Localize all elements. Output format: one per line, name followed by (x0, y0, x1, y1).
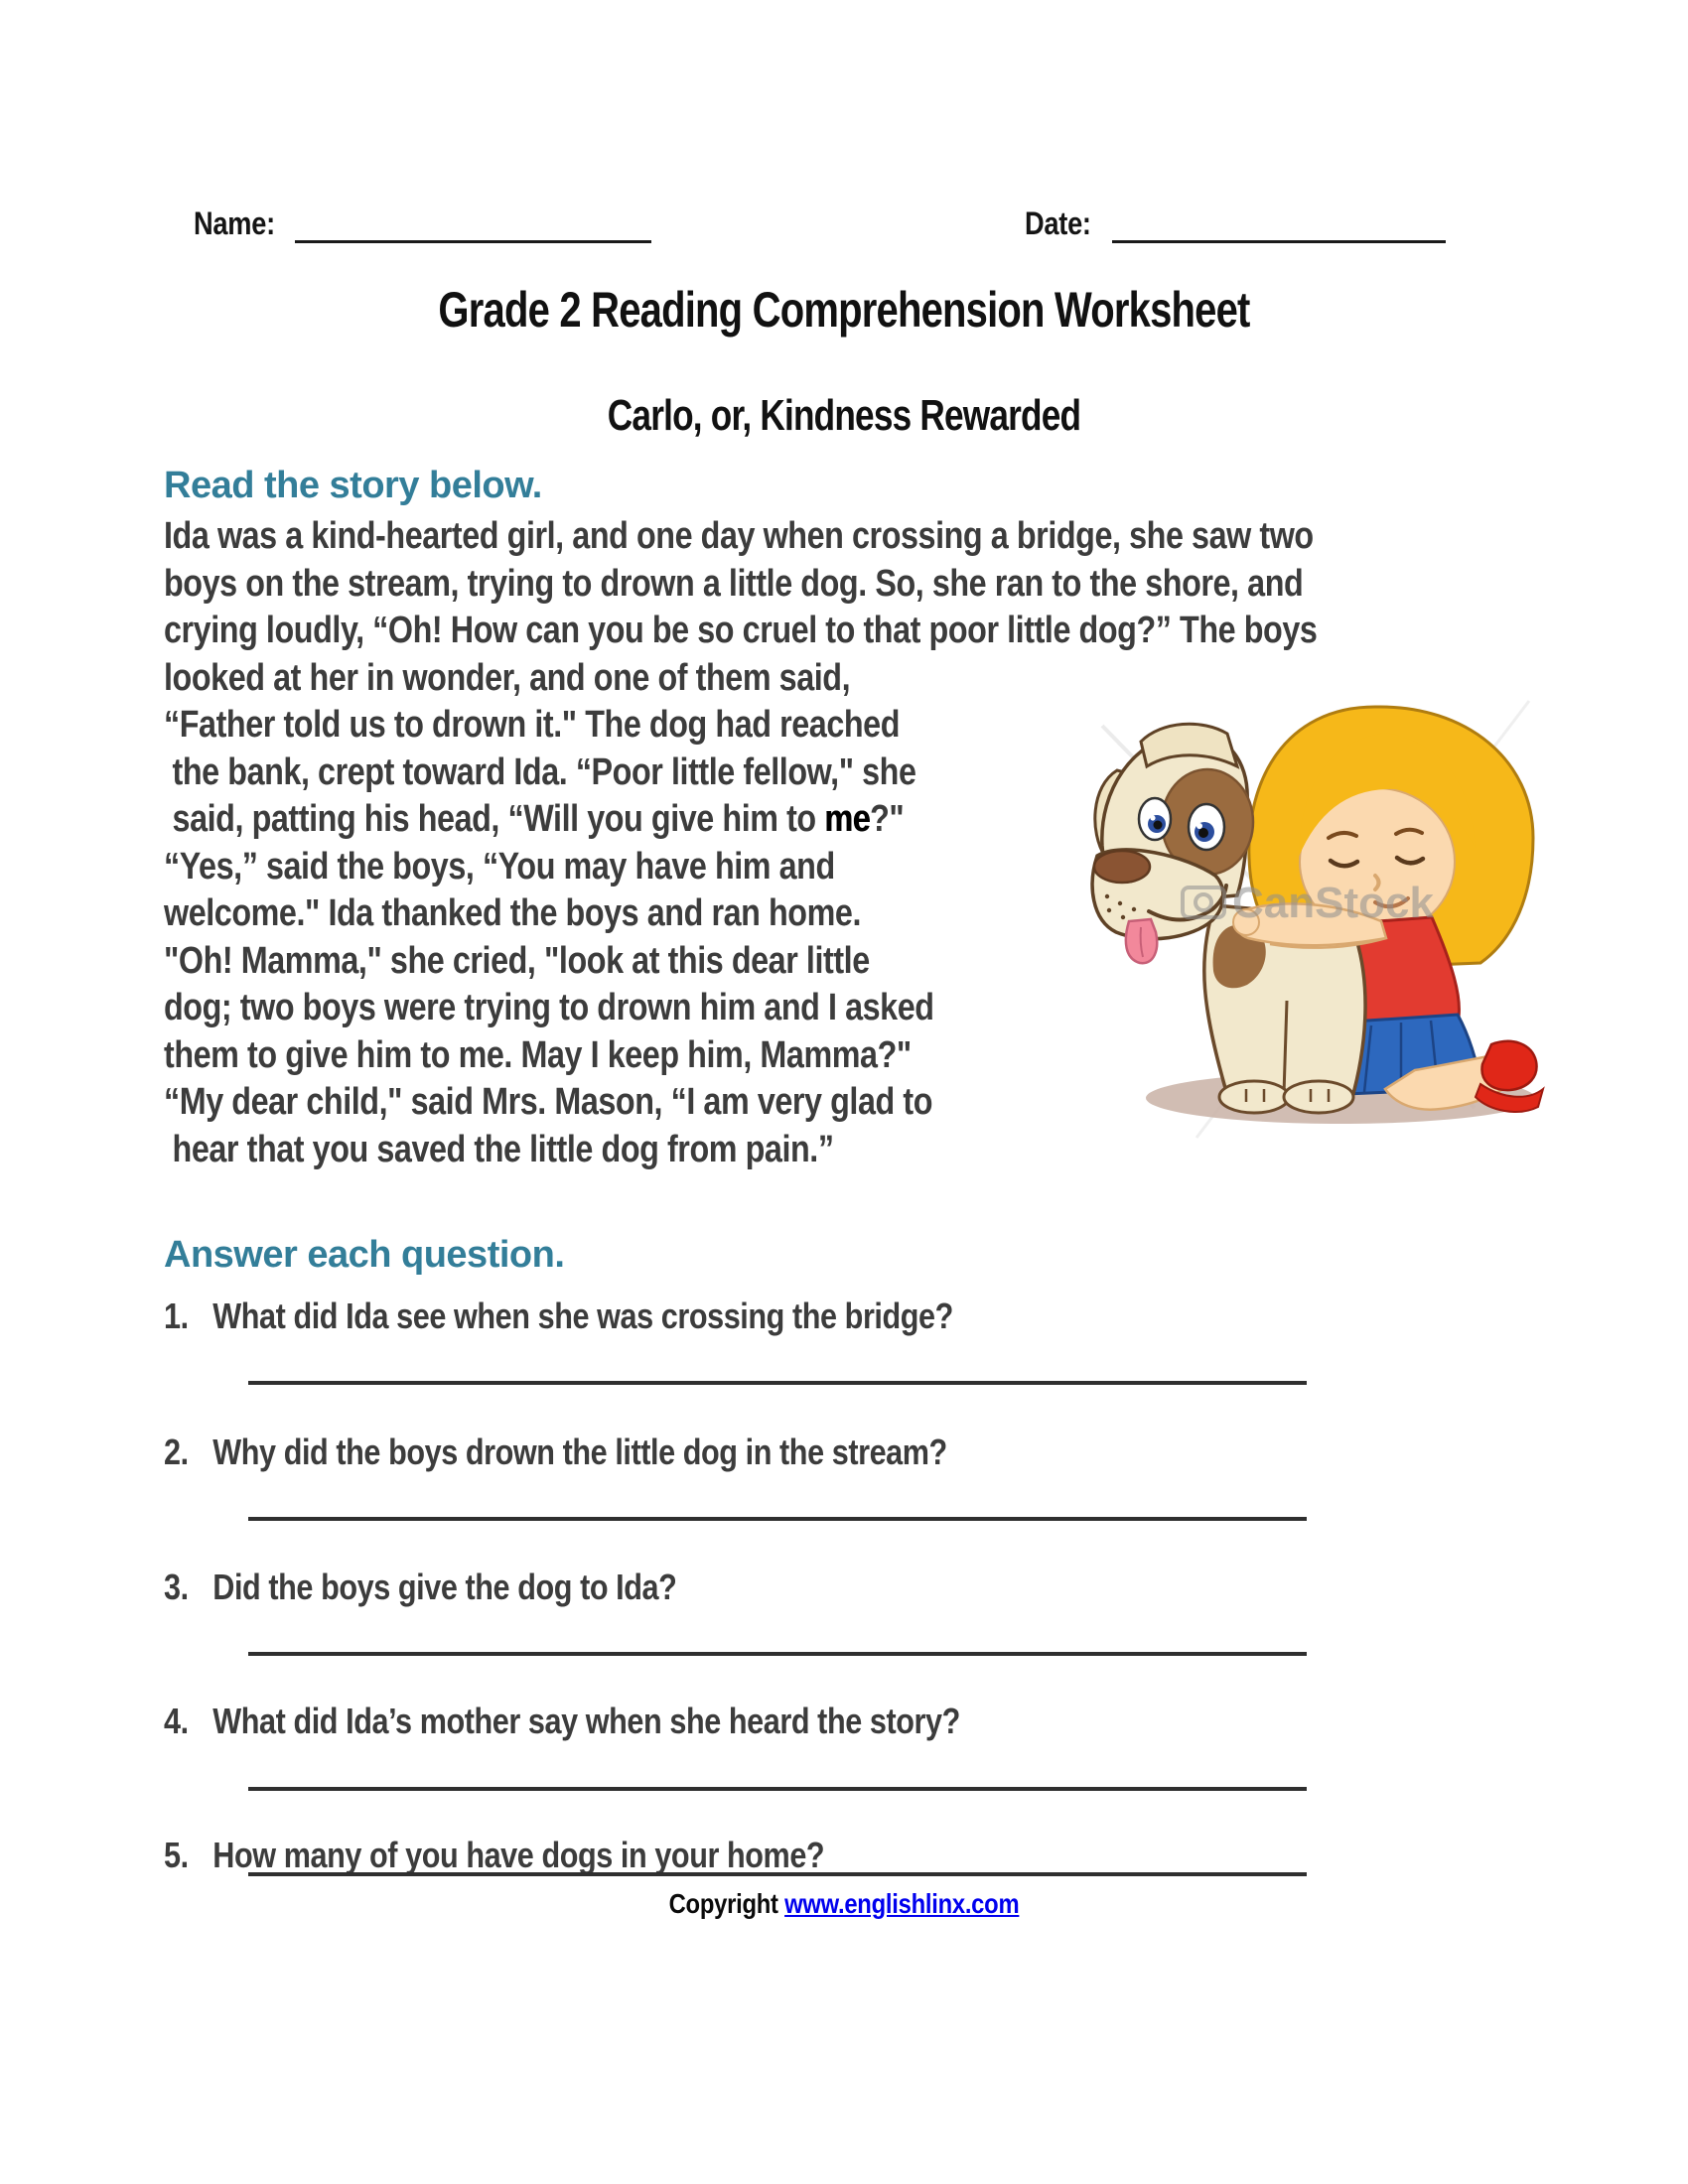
story-line: looked at her in wonder, and one of them said, (164, 656, 851, 699)
question-text: How many of you have dogs in your home? (212, 1835, 825, 1875)
story-title: Carlo, or, Kindness Rewarded (607, 391, 1081, 440)
question-number: 1. (164, 1296, 189, 1336)
dog-nose (1094, 851, 1150, 883)
girl-hugging-dog-illustration (1087, 671, 1549, 1167)
question-number: 5. (164, 1835, 189, 1875)
story-line: welcome." Ida thanked the boys and ran home. (164, 892, 861, 934)
question-text: What did Ida’s mother say when she heard the story? (212, 1701, 960, 1741)
story-line: crying loudly, “Oh! How can you be so cruel to that poor little dog?” The boys (164, 610, 1318, 651)
story-segment: ?" (870, 798, 905, 840)
page-title: Grade 2 Reading Comprehension Worksheet (438, 282, 1250, 338)
question-text: What did Ida see when she was crossing the bridge? (212, 1296, 953, 1336)
question-text: Why did the boys drown the little dog in the stream? (212, 1432, 947, 1472)
question-text: Did the boys give the dog to Ida? (212, 1567, 677, 1607)
question-number: 4. (164, 1701, 189, 1741)
read-story-instruction: Read the story below. (164, 465, 542, 506)
story-line: dog; two boys were trying to drown him and I asked (164, 987, 934, 1028)
answer-blank-line (248, 1872, 1307, 1876)
story-line: boys on the stream, trying to drown a little dog. So, she ran to the shore, and (164, 562, 1304, 605)
question-5 (164, 1835, 1345, 1876)
story-line: the bank, crept toward Ida. “Poor little fellow," she (164, 751, 916, 793)
story-line: “Father told us to drown it." The dog had reached (164, 704, 901, 746)
date-label: Date: (1025, 205, 1091, 241)
story-line: Ida was a kind-hearted girl, and one day when crossing a bridge, she saw two (164, 515, 1314, 557)
copyright-label: Copyright (668, 1888, 778, 1919)
question-1 (164, 1296, 1345, 1337)
girl-red-shoes (1476, 1041, 1543, 1112)
question-number: 2. (164, 1432, 189, 1472)
question-2 (164, 1432, 1345, 1473)
date-blank-line (1112, 205, 1446, 243)
question-3 (164, 1567, 1345, 1608)
story-line: "Oh! Mamma," she cried, "look at this dear little (164, 939, 870, 982)
story-line: them to give him to me. May I keep him, Mamma?" (164, 1033, 912, 1076)
answer-blank-line (248, 1787, 1307, 1791)
emphasized-word: me (824, 798, 871, 840)
answer-blank-line (248, 1652, 1307, 1656)
story-line: “My dear child," said Mrs. Mason, “I am very glad to (164, 1081, 933, 1123)
question-4 (164, 1701, 1345, 1742)
watermark-text: CanStock (1232, 879, 1434, 927)
story-line: “Yes,” said the boys, “You may have him and (164, 845, 835, 887)
answer-blank-line (248, 1517, 1307, 1521)
name-blank-line (295, 205, 651, 243)
answer-blank-line (248, 1381, 1307, 1385)
name-label: Name: (194, 205, 275, 241)
story-segment: said, patting his head, “Will you give him to (164, 798, 825, 840)
englishlinx-link[interactable]: www.englishlinx.com (784, 1888, 1020, 1919)
question-number: 3. (164, 1567, 189, 1607)
answer-questions-instruction: Answer each question. (164, 1234, 565, 1276)
footer (127, 1888, 1562, 1920)
story-line: hear that you saved the little dog from pain.” (164, 1128, 834, 1170)
